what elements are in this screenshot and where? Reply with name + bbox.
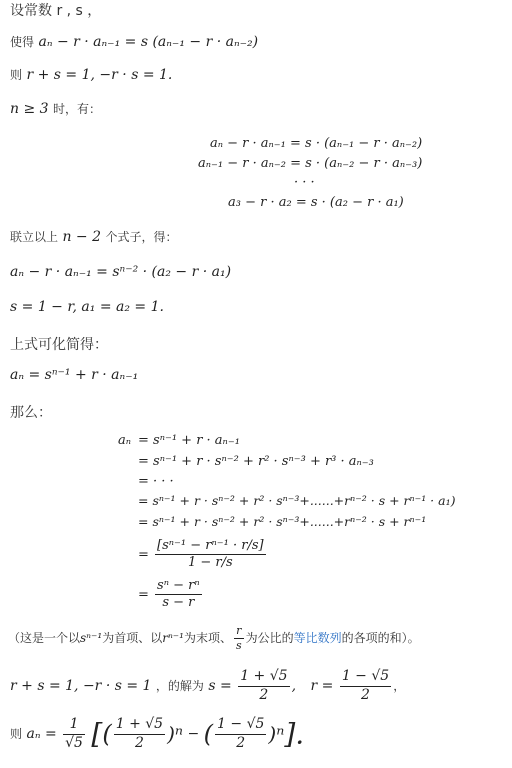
condition-prefix: 使得 xyxy=(10,35,35,49)
note-part-h: 的各项的和）。 xyxy=(341,630,420,645)
note-part-a: （这是一个以 xyxy=(8,630,81,645)
solution-r-denominator: 2 xyxy=(361,686,370,703)
final-second-open-paren: ( xyxy=(203,720,214,748)
derivation-step-3: = · · · xyxy=(138,474,174,489)
solution-r-label: r = xyxy=(310,678,334,694)
final-second-close-paren: )ⁿ xyxy=(268,722,285,746)
relation-line xyxy=(10,66,172,83)
solution-mid-text: ，的解为 xyxy=(155,679,204,693)
note-last-term: rⁿ⁻¹ xyxy=(162,630,184,645)
then-text: 那么： xyxy=(10,405,52,421)
note-first-term: sⁿ⁻¹ xyxy=(80,630,103,645)
final-first-close-paren: )ⁿ xyxy=(167,722,184,746)
geometric-sum-denominator: 1 − r/s xyxy=(187,555,233,571)
final-first-open-paren: ( xyxy=(102,720,112,748)
final-coefficient-numerator: 1 xyxy=(63,716,85,735)
combine-suffix: 个式子，得： xyxy=(105,230,178,244)
geometric-sum-numerator: [sⁿ⁻¹ − rⁿ⁻¹ · r/s] xyxy=(155,538,266,555)
derivation-step-6 xyxy=(138,538,268,572)
solution-comma: , xyxy=(291,678,297,694)
condition-line xyxy=(10,33,258,50)
step-7-equals: = xyxy=(138,587,149,603)
final-open-bracket: [ xyxy=(91,717,103,751)
combine-line xyxy=(10,228,178,245)
closed-form-fraction xyxy=(155,578,202,612)
simplify-text: 上式可化简得： xyxy=(10,337,108,353)
solution-r-numerator: 1 − √5 xyxy=(340,668,391,687)
solution-s-numerator: 1 + √5 xyxy=(238,668,289,687)
final-second-fraction xyxy=(215,716,266,752)
intro-text: 设常数 r , s ， xyxy=(10,3,102,19)
final-first-numerator: 1 + √5 xyxy=(114,716,165,735)
step-6-equals: = xyxy=(138,547,149,563)
case-suffix: 时，有： xyxy=(53,102,102,116)
final-first-fraction xyxy=(114,716,165,752)
closed-form-numerator: sⁿ − rⁿ xyxy=(155,578,202,595)
initial-values: s = 1 − r, a₁ = a₂ = 1. xyxy=(10,299,164,315)
combine-count: n − 2 xyxy=(62,229,102,245)
case-condition: n ≥ 3 xyxy=(10,101,49,117)
final-coefficient xyxy=(63,716,85,752)
final-second-numerator: 1 − √5 xyxy=(215,716,266,735)
system-ellipsis: · · · xyxy=(294,175,315,190)
solution-s-fraction xyxy=(238,668,289,704)
condition-equation: aₙ − r · aₙ₋₁ = s (aₙ₋₁ − r · aₙ₋₂) xyxy=(38,34,259,50)
system-eq-1: aₙ − r · aₙ₋₁ = s · (aₙ₋₁ − r · aₙ₋₂) xyxy=(210,136,423,151)
relation-equation: r + s = 1, −r · s = 1. xyxy=(26,67,173,83)
final-second-denominator: 2 xyxy=(236,734,246,751)
note-part-c: 为首项、以 xyxy=(102,630,163,645)
geometric-sequence-link[interactable]: 等比数列 xyxy=(293,630,342,645)
note-part-e: 为末项、 xyxy=(183,630,232,645)
note-line xyxy=(8,624,420,653)
solution-s-denominator: 2 xyxy=(259,686,269,703)
final-close-bracket: ]. xyxy=(284,717,305,751)
solution-r-fraction xyxy=(340,668,391,704)
closed-form-denominator: s − r xyxy=(162,595,195,611)
solution-system: r + s = 1, −r · s = 1 xyxy=(10,678,152,694)
final-lhs: aₙ = xyxy=(26,726,57,742)
derivation-step-5: = sⁿ⁻¹ + r · sⁿ⁻² + r² · sⁿ⁻³+......+rⁿ⁻² · s + rⁿ⁻¹ xyxy=(138,514,427,529)
note-ratio-fraction xyxy=(234,624,244,653)
combine-prefix: 联立以上 xyxy=(10,230,59,244)
final-coefficient-denominator: √5 xyxy=(65,734,83,751)
derivation-lhs: aₙ xyxy=(118,433,132,448)
geometric-sum-fraction xyxy=(155,538,266,572)
derivation-step-7 xyxy=(138,578,204,612)
final-first-denominator: 2 xyxy=(134,734,144,751)
derivation-step-4: = sⁿ⁻¹ + r · sⁿ⁻² + r² · sⁿ⁻³+......+rⁿ⁻² · s + rⁿ⁻¹ · a₁) xyxy=(138,493,456,508)
note-part-g: 为公比的 xyxy=(245,630,294,645)
simplified-recurrence: aₙ = sⁿ⁻¹ + r · aₙ₋₁ xyxy=(10,367,139,383)
system-eq-2: aₙ₋₁ − r · aₙ₋₂ = s · (aₙ₋₂ − r · aₙ₋₃) xyxy=(198,156,423,171)
combined-equation: aₙ − r · aₙ₋₁ = sⁿ⁻² · (a₂ − r · a₁) xyxy=(10,264,232,280)
derivation-step-2: = sⁿ⁻¹ + r · sⁿ⁻² + r² · sⁿ⁻³ + r³ · aₙ₋₃ xyxy=(138,454,374,469)
derivation-step-1: = sⁿ⁻¹ + r · aₙ₋₁ xyxy=(138,433,240,448)
final-minus: − xyxy=(187,726,200,742)
final-formula-line xyxy=(10,716,304,752)
solution-end: ， xyxy=(393,679,406,693)
system-eq-3: a₃ − r · a₂ = s · (a₂ − r · a₁) xyxy=(228,195,404,210)
case-line xyxy=(10,100,101,117)
final-prefix: 则 xyxy=(10,727,23,741)
solution-line xyxy=(10,668,405,704)
relation-prefix: 则 xyxy=(10,68,23,82)
note-ratio-denominator: s xyxy=(235,638,242,652)
note-ratio-numerator: r xyxy=(234,624,244,639)
solution-s-label: s = xyxy=(208,678,232,694)
